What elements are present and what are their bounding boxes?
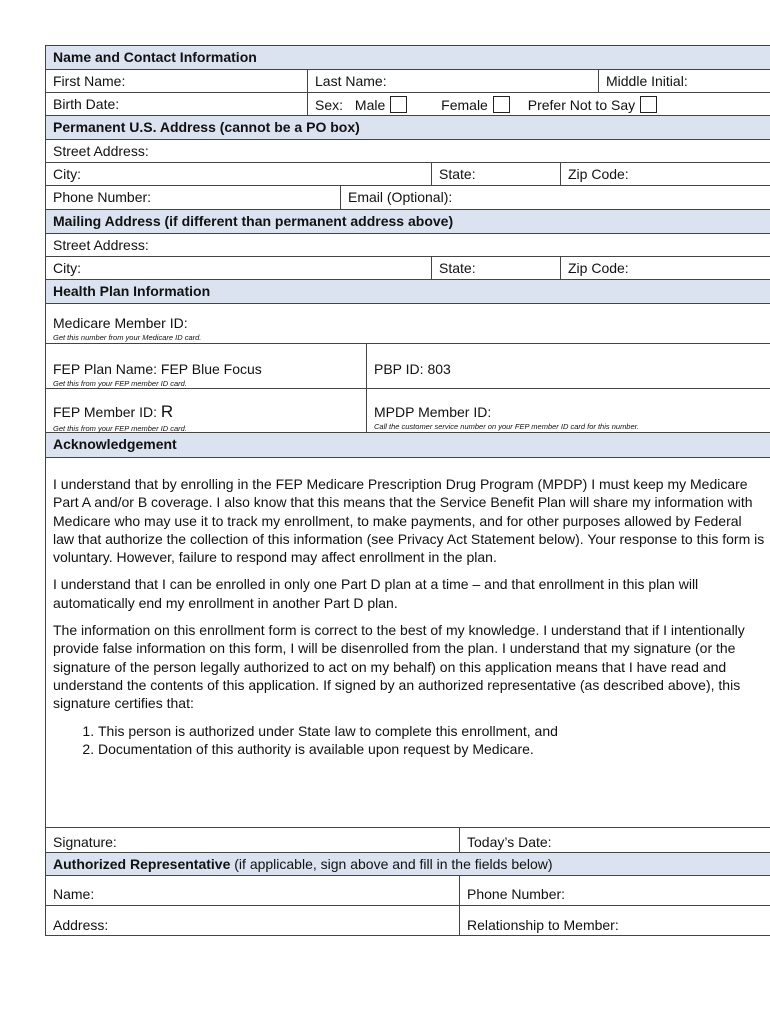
medicare-id-row [45,304,770,344]
section-header-mailing-address [45,210,770,234]
authorized-rep-title: Authorized Representative [53,856,231,872]
fep-member-id-hint: Get this from your FEP member ID card. [53,424,187,433]
prefer-not-checkbox[interactable] [640,96,657,113]
pbp-id-value: 803 [427,361,451,377]
section-header-acknowledgement [45,433,770,458]
rep-name-field[interactable]: Name: [53,886,95,902]
signature-row [45,828,770,853]
fep-member-id-label: FEP Member ID: [53,404,157,420]
acknowledgement-paragraph-2: I understand that I can be enrolled in only one Part D plan at a time – and that enrollment in this plan will automatically end my enrollment in another Part D plan. [53,576,699,611]
todays-date-field[interactable]: Today’s Date: [459,828,770,852]
prefer-not-label: Prefer Not to Say [527,97,636,113]
last-name-field[interactable]: Last Name: [307,70,598,92]
mailing-street-field[interactable]: Street Address: [53,237,149,253]
permanent-city-row [45,163,770,186]
section-title: Health Plan Information [53,283,211,299]
name-row [45,70,770,93]
authorized-rep-note: (if applicable, sign above and fill in the fields below) [234,856,553,872]
section-title: Mailing Address (if different than permanent address above) [53,213,454,229]
fep-plan-field[interactable] [46,344,366,388]
medicare-id-field[interactable] [46,304,770,343]
female-checkbox[interactable] [493,96,510,113]
certification-list [53,722,765,759]
first-name-field[interactable]: First Name: [53,73,126,89]
mpdp-id-field[interactable] [366,389,770,432]
birth-date-field[interactable]: Birth Date: [53,96,120,112]
section-title: Permanent U.S. Address (cannot be a PO box) [53,119,360,135]
permanent-street-row [45,140,770,163]
section-title: Name and Contact Information [53,49,257,65]
male-label: Male [354,97,386,113]
section-header-health-plan [45,280,770,304]
permanent-street-field[interactable]: Street Address: [53,143,149,159]
mpdp-id-hint: Call the customer service number on your FEP member ID card for this number. [374,422,639,431]
acknowledgement-paragraph-3: The information on this enrollment form is correct to the best of my knowledge. I understand that if I intentionally provide false information on this form, I will be disenrolled from the plan. I understand that my signature (or the signature of the person legally authorized to act on my behalf) on this application means that I have read and understand the contents of this application. If signed by an authorized representative (as described above), this signature certifies that: [53,622,745,712]
acknowledgement-body [45,458,770,828]
birth-sex-row [45,93,770,116]
phone-field[interactable]: Phone Number: [53,189,152,205]
acknowledgement-text [46,458,770,827]
female-label: Female [441,97,488,113]
fep-plan-label: FEP Plan Name: [53,361,158,377]
phone-email-row [45,186,770,210]
mailing-street-row [45,234,770,257]
permanent-zip-field[interactable]: Zip Code: [560,163,770,185]
male-checkbox[interactable] [390,96,407,113]
acknowledgement-paragraph-1: I understand that by enrolling in the FEP Medicare Prescription Drug Program (MPDP) I must keep my Medicare Part A and/or B coverage. I also know that this means that the Service Benefit Plan will share my information with Medicare who may use it to track my enrollment, to make payments, and for other purposes allowed by Federal law that authorize the collection of this information (see Privacy Act Statement below). Your response to this form is voluntary. However, failure to respond may affect enrollment in the plan. [53,476,765,566]
fep-member-id-value: R [160,402,174,421]
medicare-id-hint: Get this number from your Medicare ID card. [53,333,202,342]
fep-plan-value: FEP Blue Focus [160,361,262,377]
permanent-state-field[interactable]: State: [431,163,560,185]
rep-address-field[interactable]: Address: [53,917,109,933]
pbp-id-label: PBP ID: [374,361,424,377]
mailing-zip-field[interactable]: Zip Code: [560,257,770,279]
fep-plan-row [45,344,770,389]
rep-address-row [45,906,770,936]
section-header-permanent-address [45,116,770,140]
section-title: Acknowledgement [53,436,177,452]
section-header-authorized-rep [45,853,770,876]
section-header-name-contact [45,45,770,70]
fep-member-id-field[interactable] [46,389,366,432]
sex-label: Sex: [315,97,344,113]
member-id-row [45,389,770,433]
permanent-city-field[interactable]: City: [53,166,81,182]
section-title [46,853,770,875]
certification-item: 2. Documentation of this authority is available upon request by Medicare. [98,740,765,758]
middle-initial-field[interactable]: Middle Initial: [598,70,770,92]
mailing-city-field[interactable]: City: [53,260,81,276]
certification-item: 1. This person is authorized under State law to complete this enrollment, and [98,722,765,740]
sex-selection [307,93,770,115]
mailing-city-row [45,257,770,280]
signature-field[interactable]: Signature: [53,834,117,850]
rep-phone-field[interactable]: Phone Number: [459,876,770,905]
mpdp-id-label: MPDP Member ID: [374,404,492,420]
fep-plan-hint: Get this from your FEP member ID card. [53,379,187,388]
medicare-id-label: Medicare Member ID: [53,315,188,331]
mailing-state-field[interactable]: State: [431,257,560,279]
rep-name-row [45,876,770,906]
email-field[interactable]: Email (Optional): [340,186,770,209]
pbp-id-field[interactable] [366,344,770,388]
rep-relationship-field[interactable]: Relationship to Member: [459,906,770,935]
